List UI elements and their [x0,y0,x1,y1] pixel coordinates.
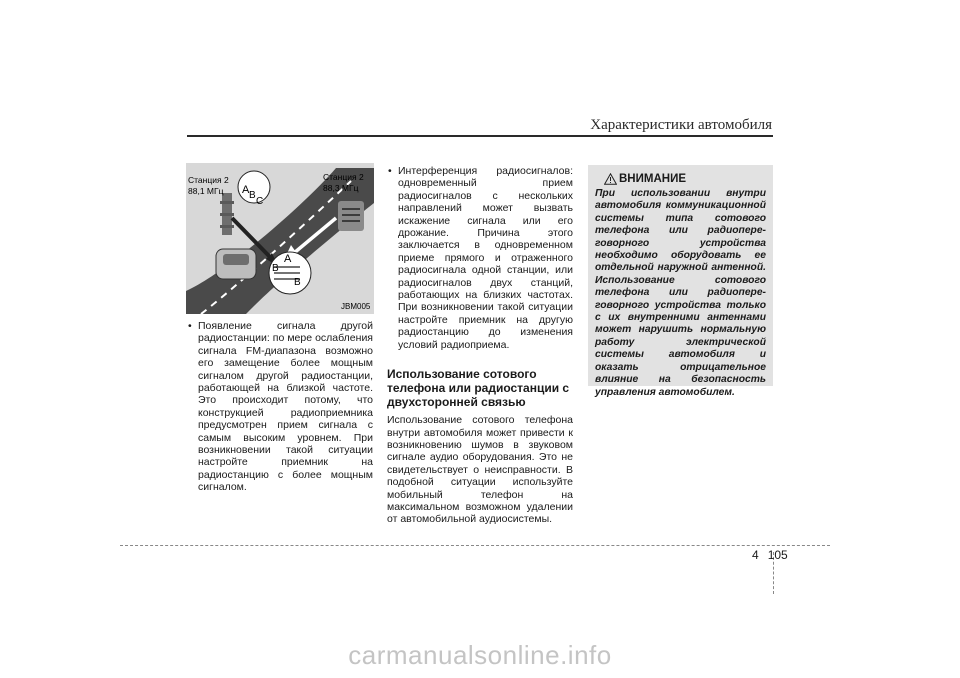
warning-triangle-icon [604,173,617,185]
watermark: carmanualsonline.info [348,640,612,670]
station-left-freq: 88,1 МГц [188,186,224,196]
page-number [752,548,797,562]
cell-phone-paragraph: Использование сотового телефона внутри автомобиля может привести к возникновению шумов в звуковом сигнале аудио оборудования. Это не свидетельствует о неисправности. В подобной ситуации используйте мобильный телефон на максимальном возможном удалении от автомобильной аудиосистемы. [387,414,573,526]
radio-interference-illustration [186,163,374,314]
figure-code: JBM005 [341,302,371,311]
page-number-value: 105 [767,548,788,562]
station-right-name: Станция 2 [323,172,364,182]
running-header-title: Характеристики автомобиля [590,117,772,133]
label-a1: A [242,184,250,196]
label-b1: B [249,190,256,201]
header-rule [187,135,773,137]
signal-replacement-bullet: • Появление сигнала другой радиостанции: по мере ослабления сигнала FM-диапазона возможно его замещение более мощным сигналом другой радиостанции, работающей на близкой частоте. Это происходит потому, что конструкцией радиоприемника предусмотрен прием сигнала с самым высоким уровнем. При возникновении такой ситуации настройте приемник на радиостанцию с более мощным сигналом. [187,320,373,494]
label-c1: C [256,196,264,207]
warning-box [588,165,773,398]
label-b3: B [294,277,301,288]
label-a2: A [284,253,292,265]
label-b2: B [272,263,279,274]
warning-text: При использовании внутри автомобиля коммуникационной системы типа сотового телефона или радиопере-говорного устройства необходимо оборудовать ее отдельной наружной антенной. Использование сотового телефона или радиопере-говорного устройства только с их внутренними антеннами может нарушить нормальную работу электрической системы автомобиля и оказать отрицательное влияние на безопасность управления автомобилем. [595,188,766,398]
chapter-number: 4 [752,548,759,562]
car [216,249,256,279]
left-column [187,320,373,494]
station-right-freq: 88,3 МГц [323,183,359,193]
footer-rule [120,545,830,546]
interference-bullet: • Интерференция радиосигналов: одновременный прием радиосигналов с нескольких направлений может вызвать искажение сигнала или его дрожание. Причина этого заключается в одновременном приеме прямого и отраженного радиосигнала одной станции, или радиосигналов двух станций, работающих на близких частотах. При возникновении такой ситуации настройте приемник на другую радиостанцию до изменения условий радиоприема. [387,165,573,351]
station-left-name: Станция 2 [188,175,229,185]
section-heading: Использование сотового телефона или радиостанции с двухсторонней связью [387,367,570,410]
right-station-antenna [338,201,364,231]
illustration-drawing [186,163,374,314]
left-station-tower [220,193,234,235]
right-column [387,165,573,526]
warning-title: ВНИМАНИЕ [619,173,687,185]
